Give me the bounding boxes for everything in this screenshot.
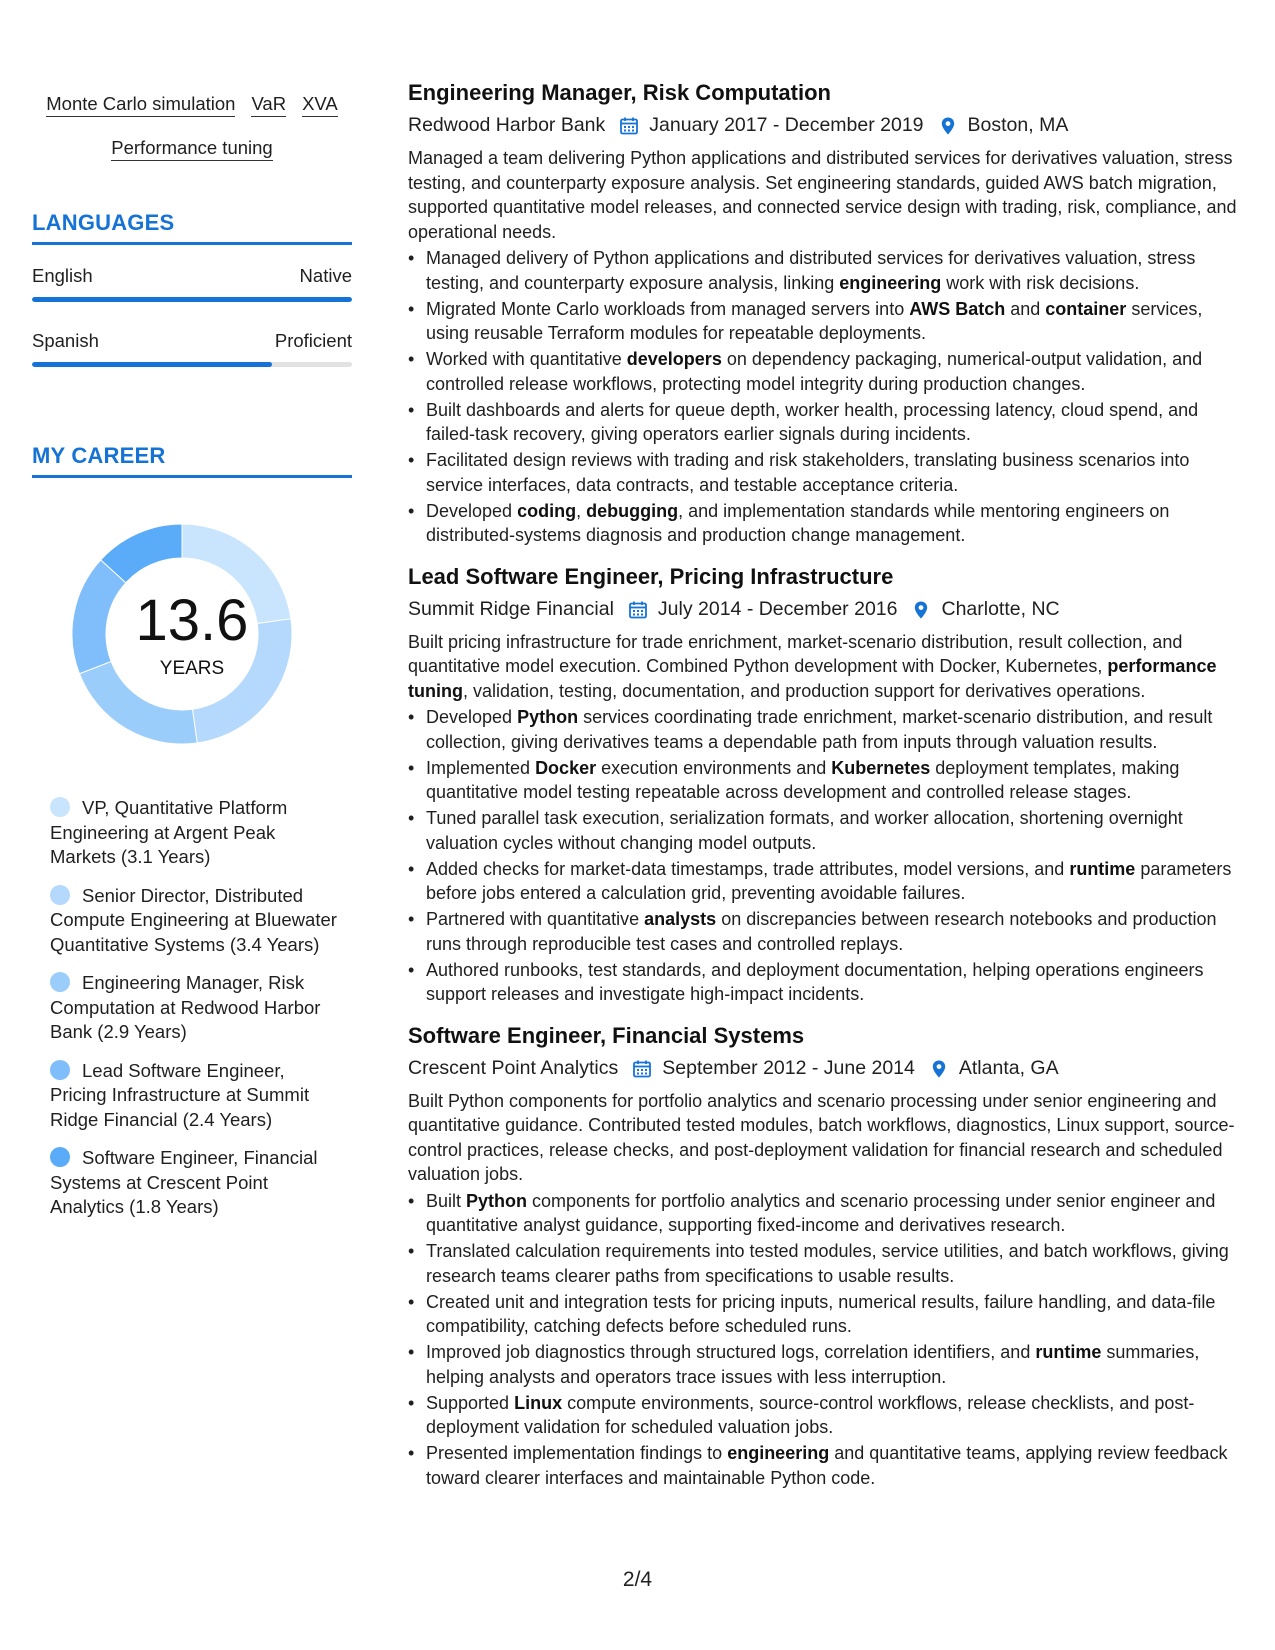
job-bullet: • Supported Linux compute environments, source-control workflows, release checklists, and post-deployment validation for scheduled valuation jobs. — [408, 1391, 1238, 1440]
job-location: Boston, MA — [967, 114, 1069, 136]
language-level-bar — [32, 362, 352, 367]
language-english — [32, 265, 352, 302]
job-summary: Built pricing infrastructure for trade enrichment, market-scenario distribution, result collection, and quantitative model execution. Combined Python development with Docker, Kubernetes, performance tuning, validation, testing, documentation, and production support for derivatives operations. — [408, 631, 1217, 701]
languages-heading: LANGUAGES — [32, 210, 352, 245]
job-location: Atlanta, GA — [958, 1056, 1059, 1079]
skill-tag: Monte Carlo simulation — [46, 93, 235, 117]
job-summary: Built Python components for portfolio analytics and scenario processing under senior engineering and quantitative guidance. Contributed tested modules, batch workflows, diagnostics, Linux support, source-control practices, release checks, and post-deployment validation for financial research and scheduled valuation jobs. — [408, 1090, 1235, 1184]
job-bullet: • Improved job diagnostics through structured logs, correlation identifiers, and runtime summaries, helping analysts and operators trace issues with less interruption. — [408, 1340, 1238, 1389]
career-legend-text: Engineering Manager, Risk Computation at Redwood Harbor Bank (2.9 Years) — [50, 972, 321, 1042]
job-bullet: • Facilitated design reviews with trading and risk stakeholders, translating business scenarios into service interfaces, data contracts, and testable acceptance criteria. — [408, 448, 1238, 497]
career-legend-item — [50, 1059, 342, 1133]
career-heading: MY CAREER — [32, 443, 352, 478]
job-bullet: • Developed coding, debugging, and implementation standards while mentoring engineers on distributed-systems diagnosis and production change management. — [408, 499, 1238, 548]
language-level-fill — [32, 297, 352, 302]
job-dates: January 2017 - December 2019 — [649, 114, 924, 136]
job-company: Redwood Harbor Bank — [408, 114, 606, 136]
career-legend-text: Senior Director, Distributed Compute Engineering at Bluewater Quantitative Systems (3.4 Years) — [50, 884, 337, 955]
job-entry — [408, 1021, 1238, 1491]
career-legend-item — [50, 971, 342, 1045]
job-meta — [408, 110, 1238, 140]
job-entry — [408, 78, 1238, 548]
career-donut-chart — [32, 518, 352, 750]
job-bullet: • Presented implementation findings to engineering and quantitative teams, applying review feedback toward clearer interfaces and maintainable Python code. — [408, 1441, 1238, 1490]
job-bullet: • Built Python components for portfolio analytics and scenario processing under senior engineer and quantitative analyst guidance, supporting fixed-income and derivatives research. — [408, 1189, 1238, 1238]
job-bullet: • Built dashboards and alerts for queue depth, worker health, processing latency, cloud spend, and failed-task recovery, giving operators earlier signals during incidents. — [408, 398, 1238, 447]
job-entry — [408, 562, 1238, 1007]
experience-section — [408, 78, 1238, 1504]
job-meta — [408, 1053, 1238, 1083]
language-level-bar — [32, 297, 352, 302]
career-legend-item — [50, 884, 342, 958]
legend-dot — [50, 885, 70, 905]
career-legend-item — [50, 796, 342, 870]
language-name: Spanish — [32, 330, 99, 351]
job-location: Charlotte, NC — [941, 597, 1060, 620]
skill-tag: XVA — [302, 93, 338, 117]
job-bullets — [408, 246, 1238, 548]
job-bullet: • Managed delivery of Python applications and distributed services for derivatives valuation, stress testing, and counterparty exposure analysis, linking engineering work with risk decisions. — [408, 246, 1238, 295]
job-bullet: • Developed Python services coordinating trade enrichment, market-scenario distribution, and result collection, giving derivatives teams a dependable path from inputs through valuation results. — [408, 705, 1238, 754]
job-summary: Managed a team delivering Python applications and distributed services for derivatives valuation, stress testing, and counterparty exposure analysis. Set engineering standards, guided AWS batch migration, supported quantitative model releases, and connected service design with trading, risk, compliance, and operational needs. — [408, 148, 1237, 242]
job-title: Engineering Manager, Risk Computation — [408, 80, 831, 105]
sidebar — [32, 82, 352, 1234]
language-level: Proficient — [274, 330, 352, 351]
location-pin-icon — [929, 1058, 949, 1078]
job-title: Lead Software Engineer, Pricing Infrastructure — [408, 563, 894, 589]
job-company: Summit Ridge Financial — [408, 597, 614, 620]
job-bullet: • Added checks for market-data timestamps, trade attributes, model versions, and runtime parameters before jobs entered a calculation grid, preventing avoidable failures. — [408, 857, 1238, 906]
legend-dot — [50, 1060, 70, 1080]
job-bullet: • Partnered with quantitative analysts on discrepancies between research notebooks and production runs through reproducible test cases and controlled replays. — [408, 907, 1238, 956]
career-total-unit: YEARS — [159, 658, 225, 679]
career-total-years: 13.6 — [135, 588, 249, 653]
legend-dot — [50, 1147, 70, 1167]
language-level-fill — [32, 362, 272, 367]
location-pin-icon — [938, 115, 958, 135]
career-legend-text: Software Engineer, Financial Systems at Crescent Point Analytics (1.8 Years) — [50, 1147, 318, 1217]
legend-dot — [50, 797, 70, 817]
job-bullets — [408, 1189, 1238, 1491]
language-level: Native — [299, 265, 352, 286]
job-bullet: • Translated calculation requirements into tested modules, service utilities, and batch workflows, giving research teams clearer paths from specifications to usable results. — [408, 1239, 1238, 1288]
job-dates: September 2012 - June 2014 — [662, 1056, 915, 1079]
job-bullet: • Tuned parallel task execution, serialization formats, and worker allocation, shortening overnight valuation cycles without changing model outputs. — [408, 806, 1238, 855]
calendar-icon — [628, 599, 648, 619]
job-dates: July 2014 - December 2016 — [657, 597, 898, 620]
skill-tag: Performance tuning — [111, 137, 272, 161]
page-number: 2/4 — [622, 1568, 653, 1591]
skill-tag: VaR — [251, 93, 286, 117]
calendar-icon — [619, 115, 639, 135]
career-legend-text: VP, Quantitative Platform Engineering at Argent Peak Markets (3.1 Years) — [50, 797, 288, 867]
job-bullets — [408, 705, 1238, 1007]
job-bullet: • Worked with quantitative developers on dependency packaging, numerical-output validation, and controlled release workflows, protecting model integrity during production changes. — [408, 347, 1238, 396]
job-meta — [408, 594, 1238, 624]
career-legend-item — [50, 1146, 342, 1220]
career-legend-text: Lead Software Engineer, Pricing Infrastructure at Summit Ridge Financial (2.4 Years) — [50, 1059, 310, 1130]
language-spanish — [32, 330, 352, 367]
job-bullet: • Created unit and integration tests for pricing inputs, numerical results, failure handling, and data-file compatibility, catching defects before scheduled runs. — [408, 1290, 1238, 1339]
job-bullet: • Authored runbooks, test standards, and deployment documentation, helping operations engineers support releases and investigate high-impact incidents. — [408, 958, 1238, 1007]
skills-list — [32, 82, 352, 170]
career-legend — [32, 796, 352, 1220]
calendar-icon — [632, 1058, 652, 1078]
location-pin-icon — [911, 599, 931, 619]
language-name: English — [32, 265, 93, 286]
legend-dot — [50, 972, 70, 992]
job-company: Crescent Point Analytics — [408, 1056, 619, 1079]
job-bullet: • Implemented Docker execution environments and Kubernetes deployment templates, making quantitative model testing repeatable across development and controlled release stages. — [408, 756, 1238, 805]
job-bullet: • Migrated Monte Carlo workloads from managed servers into AWS Batch and container services, using reusable Terraform modules for repeatable deployments. — [408, 297, 1238, 346]
job-title: Software Engineer, Financial Systems — [408, 1022, 805, 1048]
